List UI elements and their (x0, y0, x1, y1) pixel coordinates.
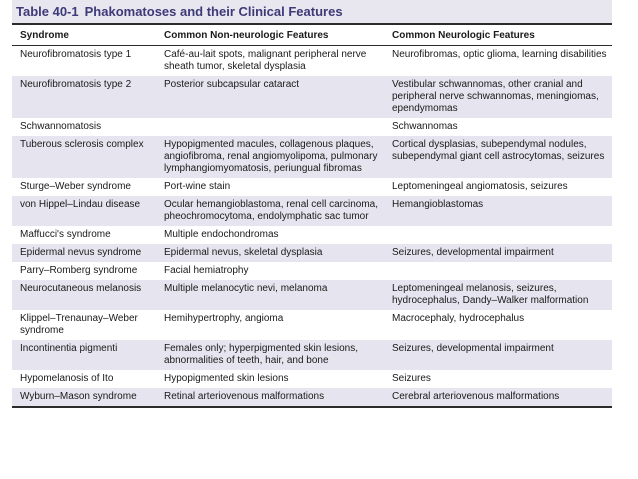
non-neurologic-cell: Multiple endochondromas (164, 229, 279, 240)
syndrome-cell: Maffucci's syndrome (20, 229, 111, 240)
non-neurologic-cell: Café-au-lait spots, malignant peripheral nerve sheath tumor, skeletal dysplasia (164, 49, 367, 72)
table-bottom-rule (12, 406, 612, 408)
non-neurologic-cell: Hypopigmented macules, collagenous plaques, angiofibroma, renal angiomyolipoma, pulmonary lymphangiomyomatosis, periungual fibromas (164, 139, 378, 174)
syndrome-cell: Neurofibromatosis type 2 (20, 79, 132, 90)
neurologic-cell: Cerebral arteriovenous malformations (392, 391, 560, 402)
table-row (12, 280, 612, 310)
syndrome-cell: Klippel–Trenaunay–Weber syndrome (20, 313, 138, 336)
neurologic-cell: Neurofibromas, optic glioma, learning disabilities (392, 49, 607, 60)
non-neurologic-cell: Facial hemiatrophy (164, 265, 249, 276)
neurologic-cell (388, 262, 612, 280)
table-row (12, 178, 612, 196)
neurologic-cell: Hemangioblastomas (392, 199, 484, 210)
non-neurologic-cell (160, 118, 388, 136)
syndrome-cell: Parry–Romberg syndrome (20, 265, 138, 276)
syndrome-cell: Sturge–Weber syndrome (20, 181, 131, 192)
neurologic-cell: Macrocephaly, hydrocephalus (392, 313, 525, 324)
table-row (12, 226, 612, 244)
syndrome-cell: Epidermal nevus syndrome (20, 247, 142, 258)
table-row (12, 76, 612, 118)
table-row (12, 262, 612, 280)
neurologic-cell: Seizures (392, 373, 431, 384)
non-neurologic-cell: Epidermal nevus, skeletal dysplasia (164, 247, 323, 258)
table-row (12, 340, 612, 370)
table-row (12, 196, 612, 226)
table-row (12, 388, 612, 406)
syndrome-cell: Tuberous sclerosis complex (20, 139, 144, 150)
table-title-bar (12, 0, 612, 23)
syndrome-cell: Incontinentia pigmenti (20, 343, 118, 354)
syndrome-cell: Schwannomatosis (20, 121, 102, 132)
neurologic-cell: Cortical dysplasias, subependymal nodules, subependymal giant cell astrocytomas, seizures (392, 139, 605, 162)
table-row (12, 310, 612, 340)
non-neurologic-cell: Multiple melanocytic nevi, melanoma (164, 283, 328, 294)
non-neurologic-cell: Hypopigmented skin lesions (164, 373, 289, 384)
table-header-row (12, 23, 612, 46)
neurologic-cell: Seizures, developmental impairment (392, 247, 554, 258)
table-row (12, 244, 612, 262)
non-neurologic-cell: Ocular hemangioblastoma, renal cell carcinoma, pheochromocytoma, endolymphatic sac tumor (164, 199, 378, 222)
table-body (12, 46, 612, 406)
neurologic-cell: Leptomeningeal melanosis, seizures, hydrocephalus, Dandy–Walker malformation (392, 283, 589, 306)
syndrome-cell: Neurocutaneous melanosis (20, 283, 142, 294)
neurologic-cell: Vestibular schwannomas, other cranial and peripheral nerve schwannomas, meningiomas, ependymomas (392, 79, 599, 114)
header-syndrome: Syndrome (20, 29, 69, 41)
syndrome-cell: Wyburn–Mason syndrome (20, 391, 137, 402)
table-title: Phakomatoses and their Clinical Features (84, 4, 343, 19)
phakomatoses-table (12, 0, 612, 470)
table-row (12, 46, 612, 76)
header-non-neurologic: Common Non-neurologic Features (164, 29, 329, 41)
non-neurologic-cell: Posterior subcapsular cataract (164, 79, 300, 90)
table-row (12, 136, 612, 178)
table-row (12, 118, 612, 136)
neurologic-cell (388, 226, 612, 244)
neurologic-cell: Leptomeningeal angiomatosis, seizures (392, 181, 568, 192)
syndrome-cell: von Hippel–Lindau disease (20, 199, 141, 210)
non-neurologic-cell: Hemihypertrophy, angioma (164, 313, 284, 324)
syndrome-cell: Neurofibromatosis type 1 (20, 49, 132, 60)
syndrome-cell: Hypomelanosis of Ito (20, 373, 114, 384)
table-number: Table 40-1 (16, 4, 79, 19)
non-neurologic-cell: Port-wine stain (164, 181, 231, 192)
non-neurologic-cell: Retinal arteriovenous malformations (164, 391, 325, 402)
non-neurologic-cell: Females only; hyperpigmented skin lesions, abnormalities of teeth, hair, and bone (164, 343, 358, 366)
neurologic-cell: Seizures, developmental impairment (392, 343, 554, 354)
table-row (12, 370, 612, 388)
neurologic-cell: Schwannomas (392, 121, 458, 132)
header-neurologic: Common Neurologic Features (392, 29, 535, 41)
